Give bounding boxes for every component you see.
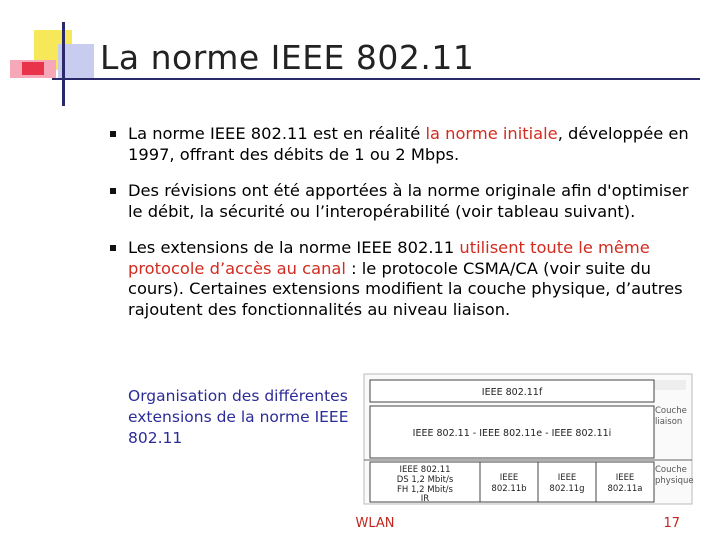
phy-a-line-1: IEEE	[615, 473, 635, 483]
layer-link-line-2: liaison	[655, 417, 683, 427]
bullet-item-3	[96, 238, 700, 320]
bullet-square-icon	[110, 131, 116, 137]
logo-vertical-line	[62, 22, 65, 106]
bullet-list	[96, 124, 700, 336]
bullet-text: La norme IEEE 802.11 est en réalité	[128, 124, 426, 143]
layer-phy-line-1: Couche	[655, 465, 687, 475]
phy-main-line-1: IEEE 802.11	[399, 465, 451, 475]
layer-link-line-1: Couche	[655, 406, 687, 416]
phy-b-line-1: IEEE	[499, 473, 519, 483]
bullet-highlight: utilisent toute le même protocole d’accès au canal	[128, 238, 650, 278]
phy-main-line-2: DS 1,2 Mbit/s	[396, 475, 454, 485]
footer-label: WLAN	[355, 516, 395, 531]
phy-main-line-3: FH 1,2 Mbit/s	[397, 485, 453, 495]
layer-phy-line-2: physique	[655, 476, 694, 486]
bullet-text-end: : le protocole CSMA/CA (voir suite du cours). Certaines extensions modifient la couche physique, d’autres rajoutent des fonctionnalités au niveau liaison.	[128, 258, 683, 319]
title-underline	[52, 78, 700, 80]
box-mac-label: IEEE 802.11 - IEEE 802.11e - IEEE 802.11i	[412, 428, 612, 439]
phy-main-line-4: IR	[420, 494, 430, 504]
page-number: 17	[663, 516, 680, 531]
bullet-item-1	[96, 124, 700, 165]
bullet-square-icon	[110, 188, 116, 194]
phy-g-line-1: IEEE	[557, 473, 577, 483]
ieee-architecture-figure	[350, 372, 695, 510]
logo-red-bar	[22, 62, 44, 75]
phy-g-line-2: 802.11g	[549, 484, 585, 494]
bullet-item-2	[96, 181, 700, 222]
figure-caption: Organisation des différentes extensions de la norme IEEE 802.11	[128, 387, 349, 447]
bullet-text-end: , développée en 1997, offrant des débits de 1 ou 2 Mbps.	[128, 124, 689, 164]
slide-title: La norme IEEE 802.11	[100, 38, 475, 77]
bullet-text: Les extensions de la norme IEEE 802.11	[128, 238, 460, 257]
bullet-text: Des révisions ont été apportées à la norme originale afin d'optimiser le débit, la sécurité ou l’interopérabilité (voir tableau suivant).	[128, 181, 689, 221]
bullet-highlight: la norme initiale	[425, 124, 558, 143]
bullet-square-icon	[110, 245, 116, 251]
phy-b-line-2: 802.11b	[491, 484, 527, 494]
box-80211f-label: IEEE 802.11f	[481, 387, 543, 398]
phy-a-line-2: 802.11a	[607, 484, 643, 494]
